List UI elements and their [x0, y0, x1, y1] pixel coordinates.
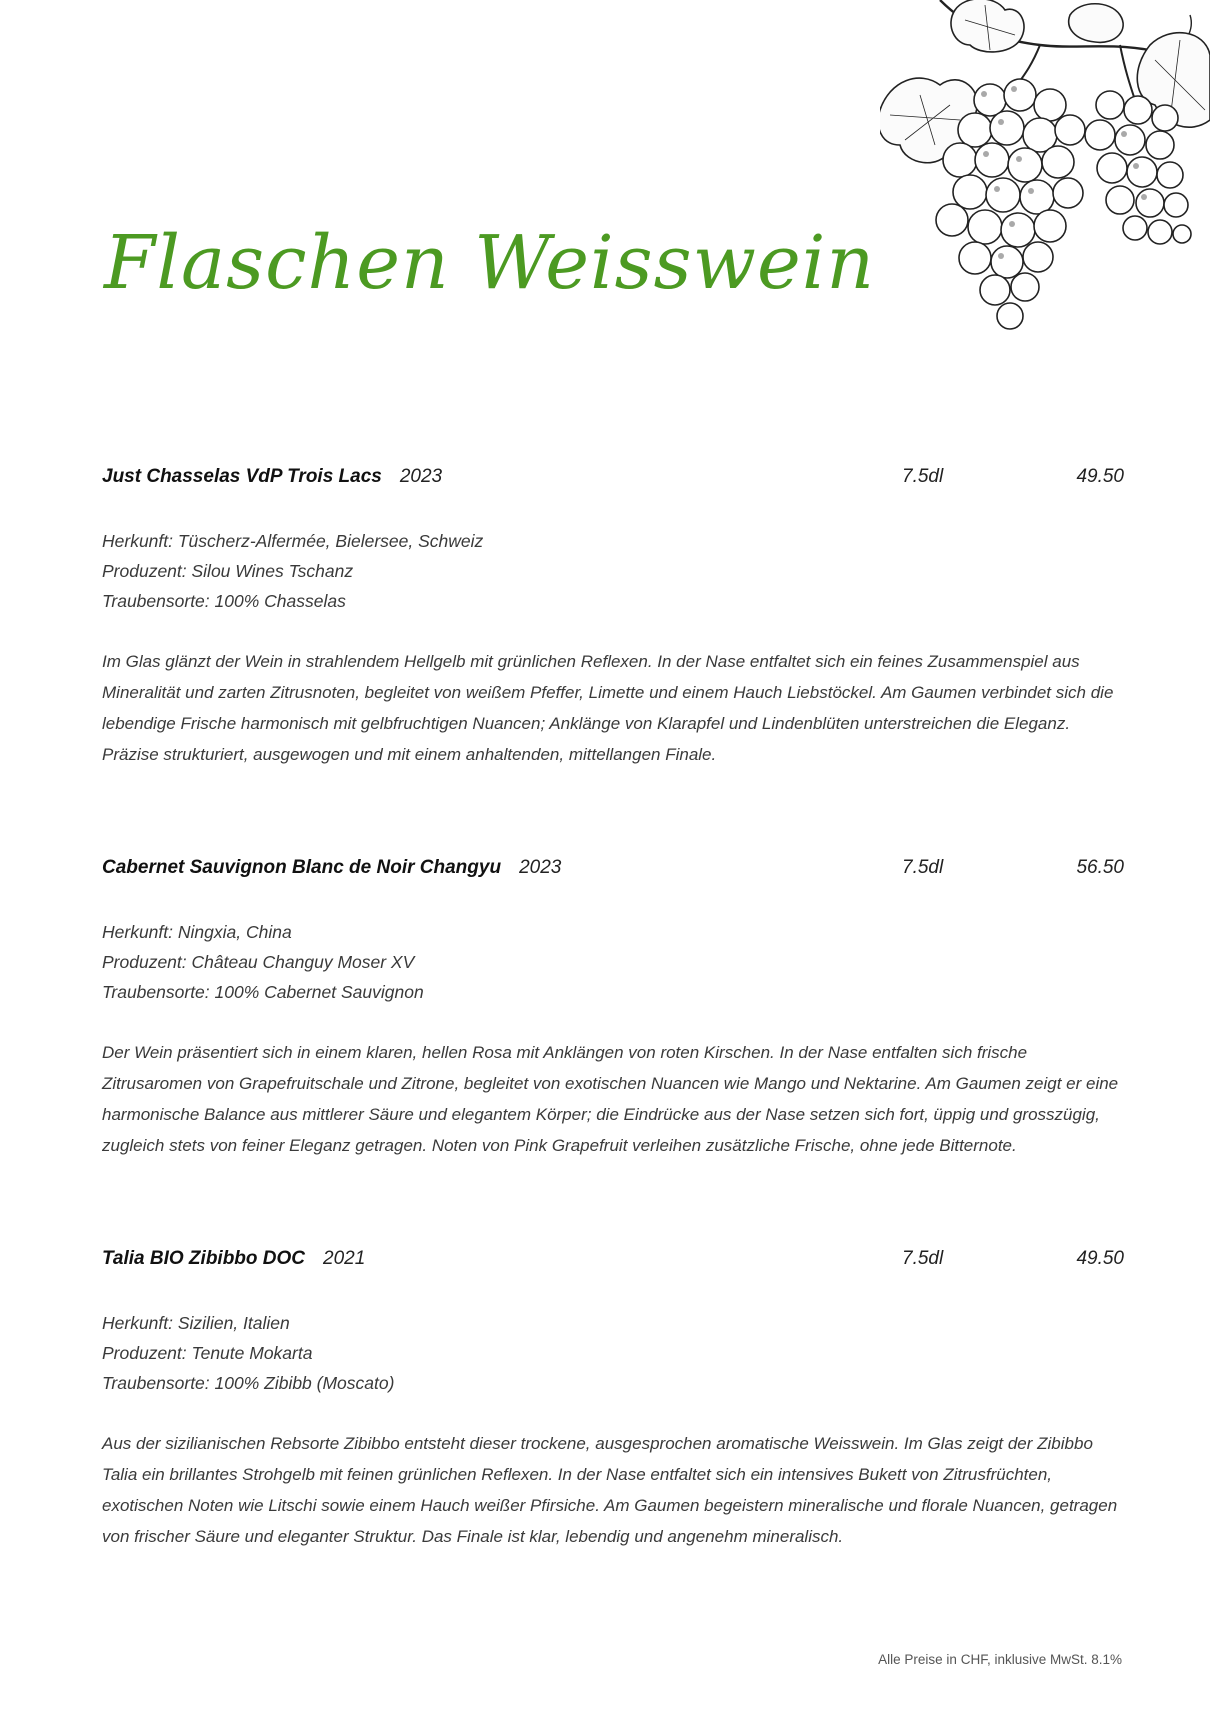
wine-header: [102, 466, 1126, 496]
wine-header: [102, 1248, 1126, 1278]
wine-year: 2023: [519, 857, 562, 878]
wine-origin: Herkunft: Sizilien, Italien: [102, 1313, 290, 1333]
wine-grape: Traubensorte: 100% Chasselas: [102, 591, 346, 611]
wine-price: 49.50: [1076, 466, 1124, 487]
wine-entry: [102, 466, 1126, 770]
wine-year: 2021: [323, 1248, 366, 1269]
wine-year: 2023: [399, 466, 443, 487]
wine-producer: Produzent: Château Changuy Moser XV: [102, 952, 415, 972]
wine-name: Cabernet Sauvignon Blanc de Noir Changyu: [102, 857, 502, 878]
wine-header: [102, 857, 1126, 887]
wine-description: Der Wein präsentiert sich in einem klaren, hellen Rosa mit Anklängen von roten Kirschen. In der Nase entfalten sich frische Zitrusaromen von Grapefruitschale und Zitrone, begleitet von exotischen Nuancen wie Mango und Nektarine. Am Gaumen zeigt er eine harmonische Balance aus mittlerer Säure und elegantem Körper; die Eindrücke aus der Nase setzen sich fort, üppig und grosszügig, zugleich stets von feiner Eleganz getragen. Noten von Pink Grapefruit verleihen zusätzliche Frische, ohne jede Bitternote.: [102, 1043, 1119, 1155]
wine-name: Just Chasselas VdP Trois Lacs: [102, 466, 382, 487]
wine-volume: 7.5dl: [902, 1248, 944, 1269]
wine-description: Im Glas glänzt der Wein in strahlendem Hellgelb mit grünlichen Reflexen. In der Nase entfaltet sich ein feines Zusammenspiel aus Mineralität und zarten Zitrusnoten, begleitet von weißem Pfeffer, Limette und einem Hauch Liebstöckel. Am Gaumen verbindet sich die lebendige Frische harmonisch mit gelbfruchtigen Nuancen; Anklänge von Klarapfel und Lindenblüten unterstreichen die Eleganz. Präzise strukturiert, ausgewogen und mit einem anhaltenden, mittellangen Finale.: [102, 652, 1114, 764]
wine-entry: [102, 1248, 1126, 1552]
wine-volume: 7.5dl: [902, 857, 944, 878]
wine-origin: Herkunft: Tüscherz-Alfermée, Bielersee, Schweiz: [102, 531, 484, 551]
wine-producer: Produzent: Tenute Mokarta: [102, 1343, 313, 1363]
wine-entry: [102, 857, 1126, 1161]
wine-details: [102, 526, 1126, 616]
wine-volume: 7.5dl: [902, 466, 944, 487]
wine-grape: Traubensorte: 100% Cabernet Sauvignon: [102, 982, 424, 1002]
wine-grape: Traubensorte: 100% Zibibb (Moscato): [102, 1373, 395, 1393]
wine-price: 49.50: [1076, 1248, 1124, 1269]
wine-name: Talia BIO Zibibbo DOC: [102, 1248, 306, 1269]
wine-producer: Produzent: Silou Wines Tschanz: [102, 561, 354, 581]
wine-price: 56.50: [1076, 857, 1124, 878]
wine-origin: Herkunft: Ningxia, China: [102, 922, 292, 942]
price-footnote: Alle Preise in CHF, inklusive MwSt. 8.1%: [878, 1652, 1122, 1667]
wine-details: [102, 1308, 1126, 1398]
wine-details: [102, 917, 1126, 1007]
grapes-illustration: [880, 0, 1210, 345]
wine-description: Aus der sizilianischen Rebsorte Zibibbo entsteht dieser trockene, ausgesprochen aromatische Weisswein. Im Glas zeigt der Zibibbo Talia ein brillantes Strohgelb mit feinen grünlichen Reflexen. In der Nase entfaltet sich ein intensives Bukett von Zitrusfrüchten, exotischen Noten wie Litschi sowie einem Hauch weißer Pfirsiche. Am Gaumen begeistern mineralische und florale Nuancen, getragen von frischer Säure und eleganter Struktur. Das Finale ist klar, lebendig und angenehm mineralisch.: [102, 1434, 1118, 1546]
page-title: Flaschen Weisswein: [104, 220, 876, 306]
